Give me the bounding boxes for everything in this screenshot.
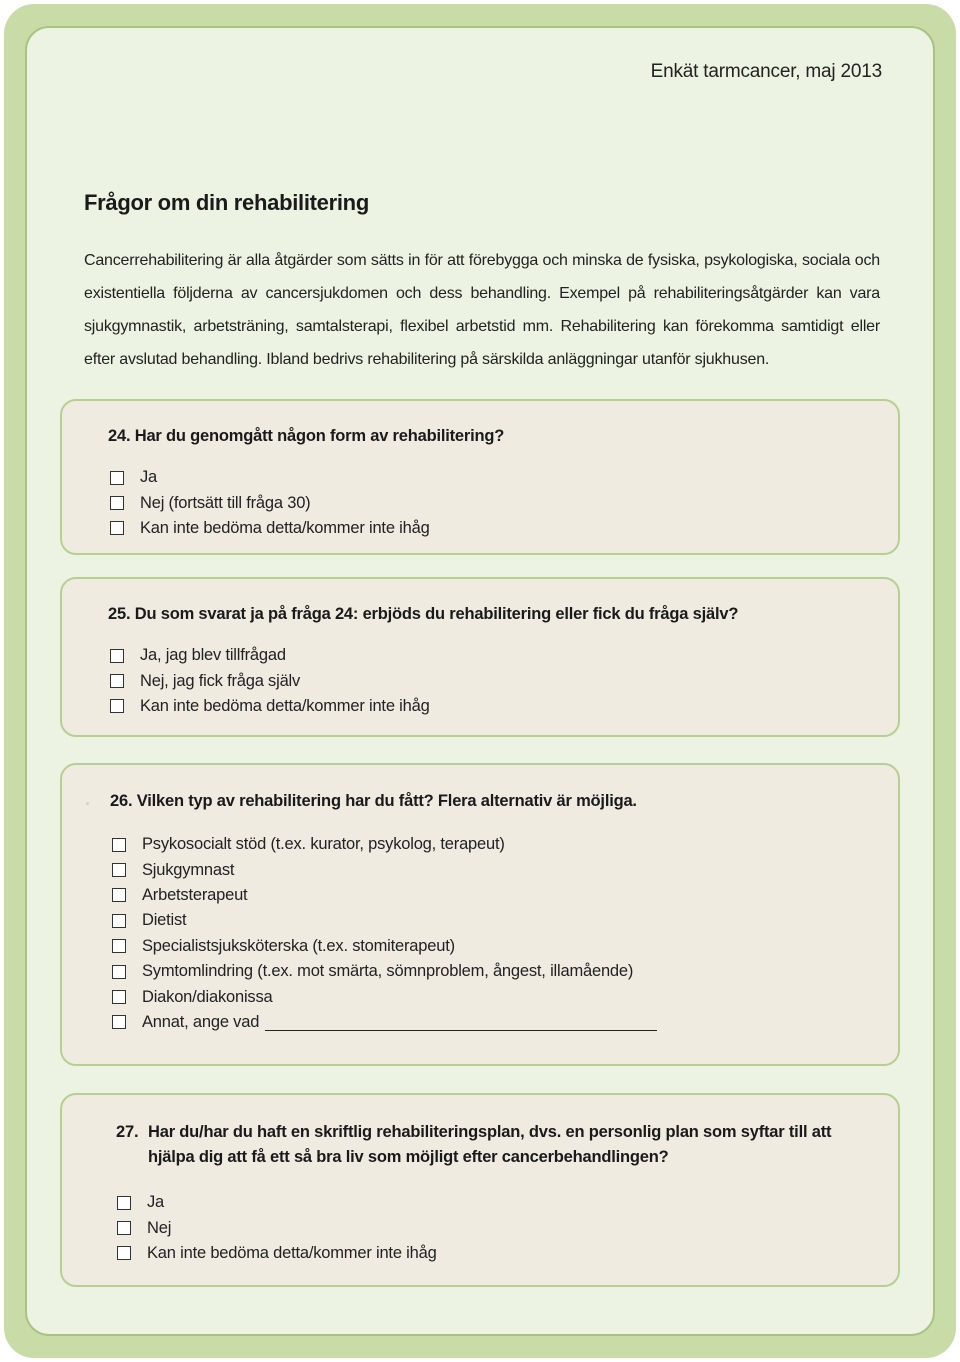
question-box-26 [60,763,900,1066]
option-label: Kan inte bedöma detta/kommer inte ihåg [140,518,430,537]
option-label: Diakon/diakonissa [142,987,273,1006]
option-list [110,465,430,541]
option-label: Symtomlindring (t.ex. mot smärta, sömnproblem, ångest, illamående) [142,962,634,981]
checkbox[interactable] [110,699,124,713]
checkbox[interactable] [117,1246,131,1260]
option-label: Nej, jag fick fråga själv [140,671,301,690]
free-text-line[interactable] [265,1014,657,1031]
option-item[interactable] [110,643,430,668]
option-label: Sjukgymnast [142,860,235,879]
option-item[interactable] [112,959,657,984]
option-list [110,643,430,719]
option-label: Kan inte bedöma detta/kommer inte ihåg [140,696,430,715]
option-item[interactable] [112,908,657,933]
checkbox[interactable] [112,1015,126,1029]
option-item[interactable] [112,984,657,1009]
question-text: Vilken typ av rehabilitering har du fått? Flera alternativ är möjliga. [136,792,637,810]
option-item[interactable] [117,1215,437,1240]
checkbox[interactable] [112,939,126,953]
option-item[interactable] [110,465,430,490]
question-box-24 [60,399,900,555]
question-heading [110,789,637,814]
option-item[interactable] [112,883,657,908]
option-item[interactable] [110,668,430,693]
checkbox[interactable] [112,914,126,928]
option-item[interactable] [110,694,430,719]
option-item[interactable] [112,832,657,857]
option-label: Kan inte bedöma detta/kommer inte ihåg [147,1243,437,1262]
option-item[interactable] [110,490,430,515]
checkbox[interactable] [110,674,124,688]
checkbox[interactable] [117,1196,131,1210]
question-heading [116,1120,876,1170]
option-label: Specialistsjuksköterska (t.ex. stomiterapeut) [142,936,455,955]
option-label: Nej (fortsätt till fråga 30) [140,493,311,512]
option-label: Dietist [142,911,187,930]
option-label: Ja [140,468,158,487]
option-label: Ja, jag blev tillfrågad [140,646,286,665]
question-box-25 [60,577,900,737]
section-title: Frågor om din rehabilitering [84,190,369,215]
checkbox[interactable] [110,649,124,663]
question-text: Har du/har du haft en skriftlig rehabiliteringsplan, dvs. en personlig plan som syftar till att hjälpa dig att få ett så bra liv som möjligt efter cancerbehandlingen? [148,1123,832,1166]
option-item[interactable] [117,1241,437,1266]
checkbox[interactable] [110,471,124,485]
option-list [112,832,657,1035]
option-label: Ja [147,1193,165,1212]
checkbox[interactable] [117,1221,131,1235]
option-label: Annat, ange vad [142,1012,260,1031]
question-number: 26. [110,792,133,810]
option-item[interactable] [112,857,657,882]
question-text: Har du genomgått någon form av rehabilitering? [134,427,505,445]
question-box-27 [60,1093,900,1287]
option-label: Nej [147,1218,172,1237]
header-title: Enkät tarmcancer, maj 2013 [650,61,882,82]
checkbox[interactable] [110,521,124,535]
checkbox[interactable] [112,863,126,877]
question-number: 25. [108,605,131,623]
option-label: Arbetsterapeut [142,885,248,904]
option-item[interactable] [110,516,430,541]
option-item[interactable] [117,1190,437,1215]
question-heading [108,424,504,449]
checkbox[interactable] [112,888,126,902]
checkbox[interactable] [110,496,124,510]
checkbox[interactable] [112,990,126,1004]
intro-paragraph: Cancerrehabilitering är alla åtgärder som sätts in för att förebygga och minska de fysiska, psykologiska, sociala och existentiella följderna av cancersjukdomen och dess behandling. Exempel på rehabiliteringsåtgärder kan vara sjukgymnastik, arbetsträning, samtalsterapi, flexibel arbetstid mm. Rehabilitering kan förekomma samtidigt eller efter avslutad behandling. Ibland bedrivs rehabilitering på särskilda anläggningar utanför sjukhusen. [84,252,880,368]
question-text: Du som svarat ja på fråga 24: erbjöds du rehabilitering eller fick du fråga själv? [134,605,739,623]
option-list [117,1190,437,1266]
question-heading [108,602,738,627]
option-item[interactable] [112,1010,657,1035]
question-number: 24. [108,427,131,445]
checkbox[interactable] [112,838,126,852]
option-label: Psykosocialt stöd (t.ex. kurator, psykolog, terapeut) [142,835,505,854]
checkbox[interactable] [112,965,126,979]
option-item[interactable] [112,934,657,959]
question-number: 27. [116,1123,139,1141]
stray-mark [86,802,89,805]
